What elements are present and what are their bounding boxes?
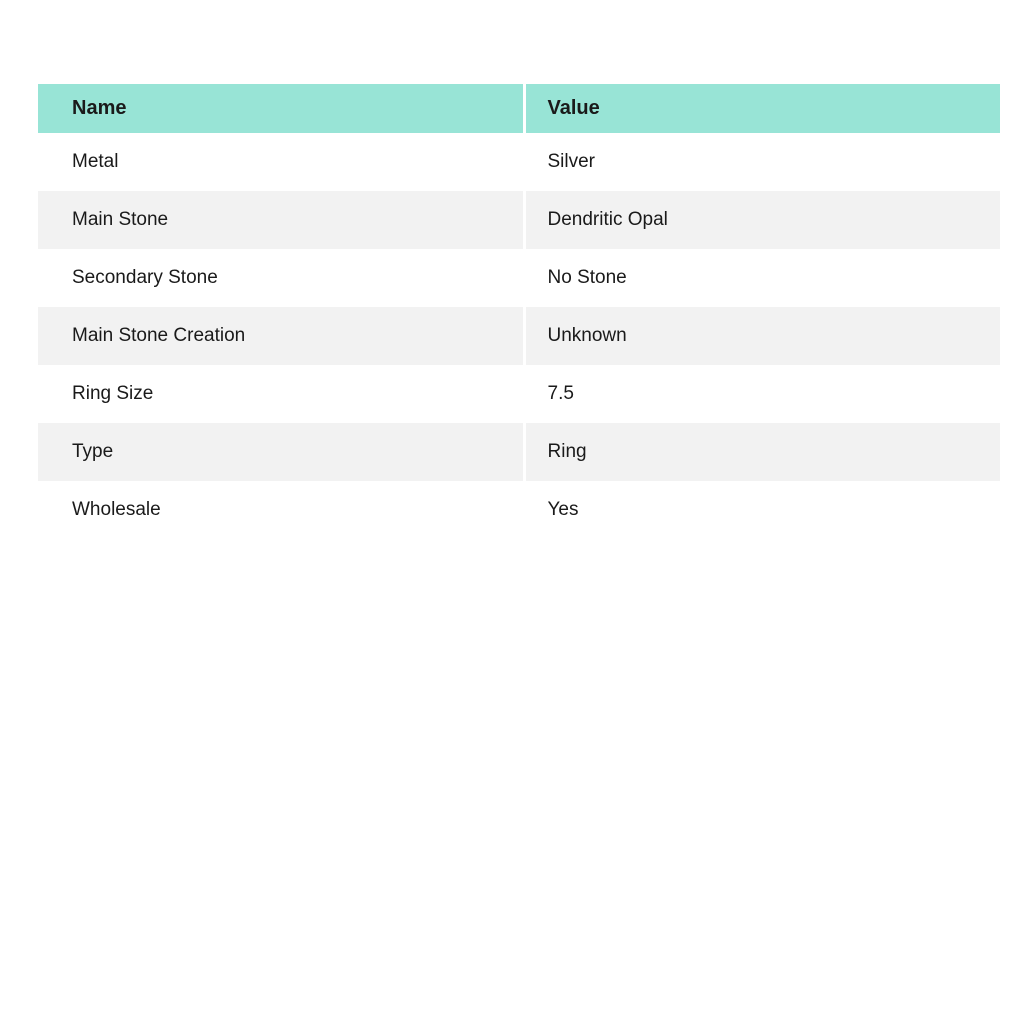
table-row	[38, 191, 1000, 249]
spec-value-cell: Ring	[547, 441, 587, 462]
table-row	[38, 307, 1000, 365]
table-body	[38, 133, 1000, 539]
spec-name-cell: Ring Size	[38, 365, 524, 423]
header-row	[38, 84, 1000, 133]
spec-name-cell: Main Stone	[38, 191, 524, 249]
table-header	[38, 84, 1000, 133]
spec-name-cell: Metal	[38, 133, 524, 191]
spec-value-cell: Unknown	[547, 325, 627, 346]
spec-name-cell: Secondary Stone	[38, 249, 524, 307]
spec-value-cell: Dendritic Opal	[547, 209, 668, 230]
table-row	[38, 133, 1000, 191]
spec-value-cell: Yes	[547, 499, 579, 520]
spec-name-cell: Type	[38, 423, 524, 481]
table-row	[38, 365, 1000, 423]
spec-value-cell: No Stone	[547, 267, 627, 288]
spec-value-cell: Silver	[547, 151, 596, 172]
table-row	[38, 423, 1000, 481]
table-row	[38, 481, 1000, 539]
product-specs-table	[38, 84, 1000, 539]
product-specs-section	[38, 84, 1000, 539]
spec-name-cell: Wholesale	[38, 481, 524, 539]
header-name: Name	[38, 84, 524, 133]
header-value: Value	[547, 97, 600, 119]
table-row	[38, 249, 1000, 307]
spec-name-cell: Main Stone Creation	[38, 307, 524, 365]
spec-value-cell: 7.5	[547, 383, 574, 404]
